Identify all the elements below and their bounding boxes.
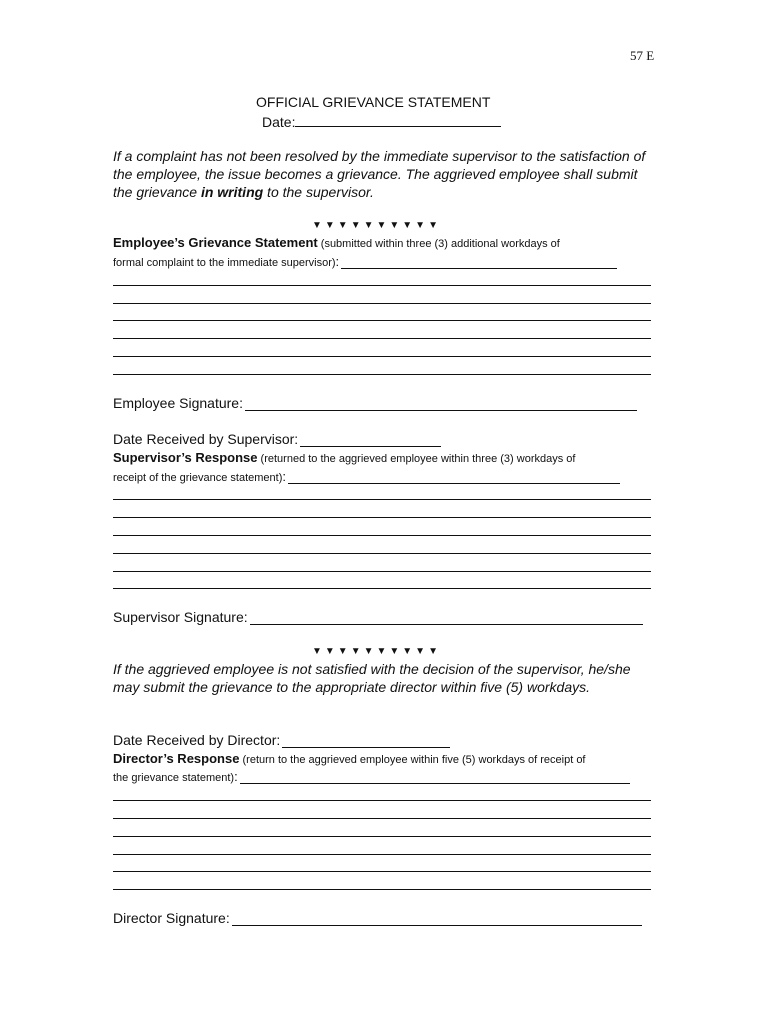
director-response-first-line[interactable]: [240, 771, 630, 784]
date-label: Date:: [262, 114, 296, 130]
director-note-line1: (return to the aggrieved employee within five (5) workdays of receipt of: [239, 754, 586, 766]
supervisor-signature-line[interactable]: [250, 610, 643, 625]
supervisor-response-line[interactable]: [113, 499, 651, 500]
page-number: 57 E: [630, 48, 655, 63]
intro-text-after: to the supervisor.: [263, 184, 374, 200]
director-response-line[interactable]: [113, 836, 651, 837]
intro-emphasis: in writing: [200, 184, 264, 200]
supervisor-heading-label: Supervisor’s Response: [113, 450, 258, 465]
employee-statement-line[interactable]: [113, 374, 651, 375]
director-intro-paragraph: If the aggrieved employee is not satisfied with the decision of the supervisor, he/she may submit the grievance to the appropriate director within five (5) workdays.: [113, 661, 631, 695]
director-colon: :: [234, 769, 238, 784]
director-date-received-label: Date Received by Director:: [113, 732, 281, 748]
supervisor-response-line[interactable]: [113, 553, 651, 554]
director-date-received-field[interactable]: [113, 732, 450, 748]
employee-note-row: [113, 254, 617, 269]
intro-text-before: If a complaint has not been resolved by the immediate supervisor to the satisfaction of the employee, the issue becomes a grievance. The aggrieved employee shall submit the grievance: [113, 148, 646, 200]
employee-note-line1: (submitted within three (3) additional workdays of: [317, 238, 560, 250]
employee-statement-line[interactable]: [113, 303, 651, 304]
supervisor-signature-field[interactable]: [113, 609, 643, 625]
supervisor-response-line[interactable]: [113, 588, 651, 589]
employee-statement-line[interactable]: [113, 338, 651, 339]
employee-signature-label: Employee Signature:: [113, 395, 243, 411]
director-response-line[interactable]: [113, 818, 651, 819]
director-response-line[interactable]: [113, 854, 651, 855]
director-heading-label: Director’s Response: [113, 751, 240, 766]
employee-note-line2: formal complaint to the immediate supervisor): [113, 257, 336, 269]
employee-statement-first-line[interactable]: [341, 256, 617, 269]
director-response-heading: [113, 751, 586, 766]
section-divider-arrows: ▼▼▼▼▼▼▼▼▼▼: [312, 646, 441, 657]
director-note-row: [113, 769, 630, 784]
document-title: OFFICIAL GRIEVANCE STATEMENT: [256, 94, 491, 110]
director-note-line2: the grievance statement): [113, 772, 235, 784]
employee-statement-line[interactable]: [113, 285, 651, 286]
employee-statement-heading: [113, 235, 560, 250]
director-signature-label: Director Signature:: [113, 910, 230, 926]
director-signature-field[interactable]: [113, 910, 642, 926]
section-divider-arrows: ▼▼▼▼▼▼▼▼▼▼: [312, 220, 441, 231]
employee-signature-field[interactable]: [113, 395, 637, 411]
supervisor-colon: :: [282, 469, 286, 484]
director-date-received-line[interactable]: [282, 733, 450, 748]
supervisor-note-line1: (returned to the aggrieved employee within three (3) workdays of: [257, 453, 576, 465]
employee-signature-line[interactable]: [245, 396, 637, 411]
supervisor-date-received-label: Date Received by Supervisor:: [113, 431, 299, 447]
employee-statement-line[interactable]: [113, 356, 651, 357]
supervisor-response-line[interactable]: [113, 517, 651, 518]
date-field[interactable]: [262, 112, 501, 130]
date-blank-line[interactable]: [295, 112, 501, 127]
employee-heading-label: Employee’s Grievance Statement: [113, 235, 318, 250]
supervisor-note-line2: receipt of the grievance statement): [113, 472, 283, 484]
supervisor-response-line[interactable]: [113, 571, 651, 572]
employee-statement-line[interactable]: [113, 320, 651, 321]
supervisor-response-line[interactable]: [113, 535, 651, 536]
employee-colon: :: [335, 254, 340, 269]
supervisor-note-row: [113, 469, 620, 484]
supervisor-response-first-line[interactable]: [288, 471, 620, 484]
supervisor-date-received-field[interactable]: [113, 431, 441, 447]
supervisor-response-heading: [113, 450, 575, 465]
supervisor-signature-label: Supervisor Signature:: [113, 609, 248, 625]
intro-paragraph: [113, 147, 653, 201]
director-response-line[interactable]: [113, 889, 651, 890]
director-signature-line[interactable]: [232, 911, 642, 926]
supervisor-date-received-line[interactable]: [300, 432, 441, 447]
director-response-line[interactable]: [113, 871, 651, 872]
director-response-line[interactable]: [113, 800, 651, 801]
